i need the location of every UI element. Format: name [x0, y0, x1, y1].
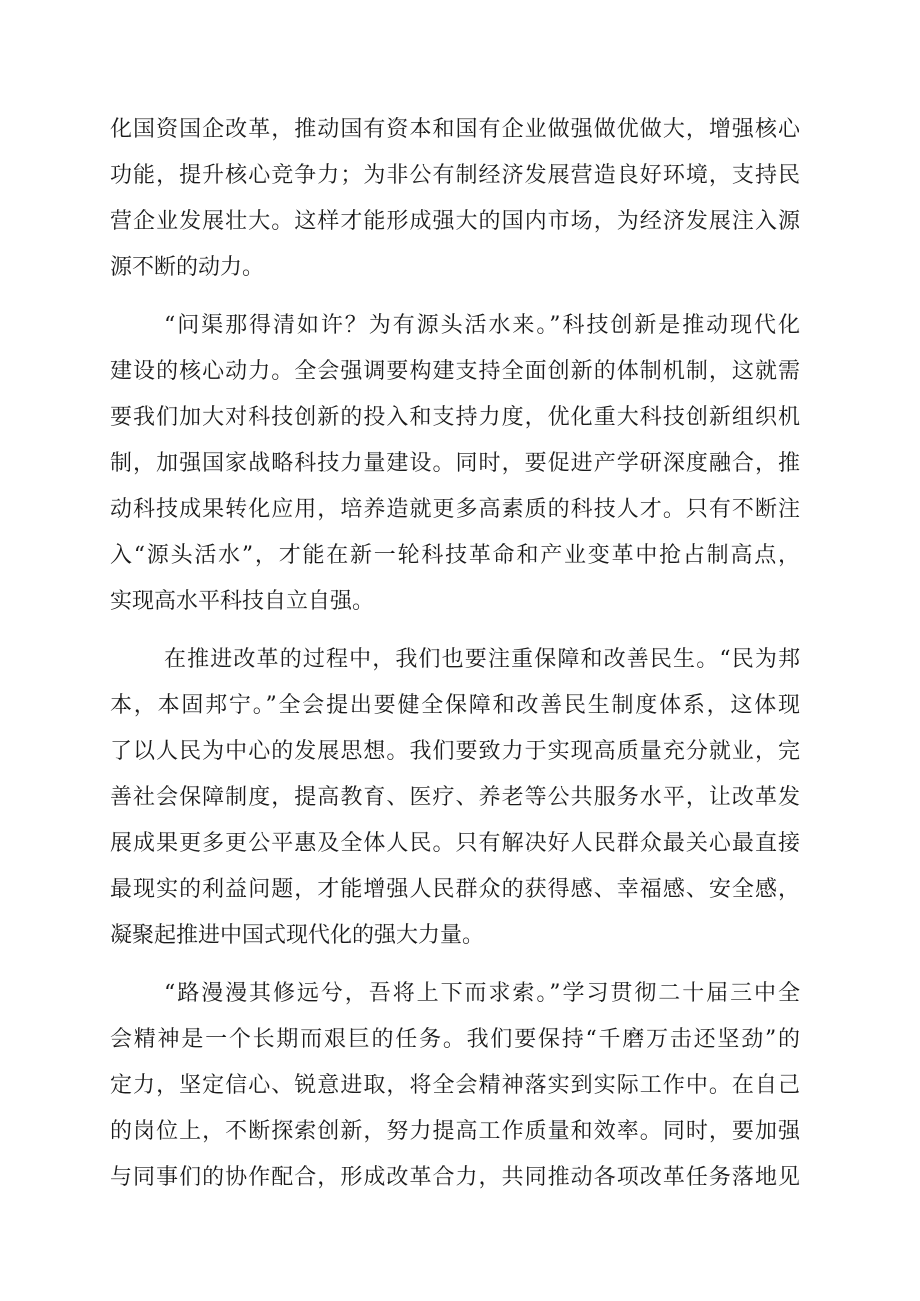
text-line: 动科技成果转化应用，培养造就更多高素质的科技人才。只有不断注	[110, 497, 800, 522]
text-line: 营企业发展壮大。这样才能形成强大的国内市场，为经济发展注入源	[110, 209, 800, 234]
text-line: 制，加强国家战略科技力量建设。同时，要促进产学研深度融合，推	[110, 451, 800, 476]
text-line: “路漫漫其修远兮，吾将上下而求索。”学习贯彻二十届三中全	[164, 981, 800, 1006]
text-line: 会精神是一个长期而艰巨的任务。我们要保持“千磨万击还坚劲”的	[110, 1027, 800, 1052]
text-line: 功能，提升核心竞争力；为非公有制经济发展营造良好环境，支持民	[110, 163, 800, 188]
text-line: 展成果更多更公平惠及全体人民。只有解决好人民群众最关心最直接	[110, 831, 800, 856]
text-line: 了以人民为中心的发展思想。我们要致力于实现高质量充分就业，完	[110, 739, 800, 764]
text-line: 善社会保障制度，提高教育、医疗、养老等公共服务水平，让改革发	[110, 785, 800, 810]
text-line: 源不断的动力。	[110, 255, 265, 280]
text-line: 入“源头活水”，才能在新一轮科技革命和产业变革中抢占制高点，	[110, 543, 800, 568]
text-line: 凝聚起推进中国式现代化的强大力量。	[110, 923, 485, 948]
text-line: 定力，坚定信心、锐意进取，将全会精神落实到实际工作中。在自己	[110, 1073, 800, 1098]
text-line: 最现实的利益问题，才能增强人民群众的获得感、幸福感、安全感，	[110, 877, 800, 902]
text-line: 要我们加大对科技创新的投入和支持力度，优化重大科技创新组织机	[110, 405, 800, 430]
text-line: 的岗位上，不断探索创新，努力提高工作质量和效率。同时，要加强	[110, 1119, 800, 1144]
text-line: 建设的核心动力。全会强调要构建支持全面创新的体制机制，这就需	[110, 359, 800, 384]
text-line: 本，本固邦宁。”全会提出要健全保障和改善民生制度体系，这体现	[110, 693, 800, 718]
text-line: 实现高水平科技自立自强。	[110, 589, 375, 614]
text-line: 在推进改革的过程中，我们也要注重保障和改善民生。“民为邦	[164, 647, 800, 672]
text-line: 与同事们的协作配合，形成改革合力，共同推动各项改革任务落地见	[110, 1165, 800, 1190]
text-line: “问渠那得清如许？为有源头活水来。”科技创新是推动现代化	[164, 313, 800, 338]
text-line: 化国资国企改革，推动国有资本和国有企业做强做优做大，增强核心	[110, 117, 800, 142]
